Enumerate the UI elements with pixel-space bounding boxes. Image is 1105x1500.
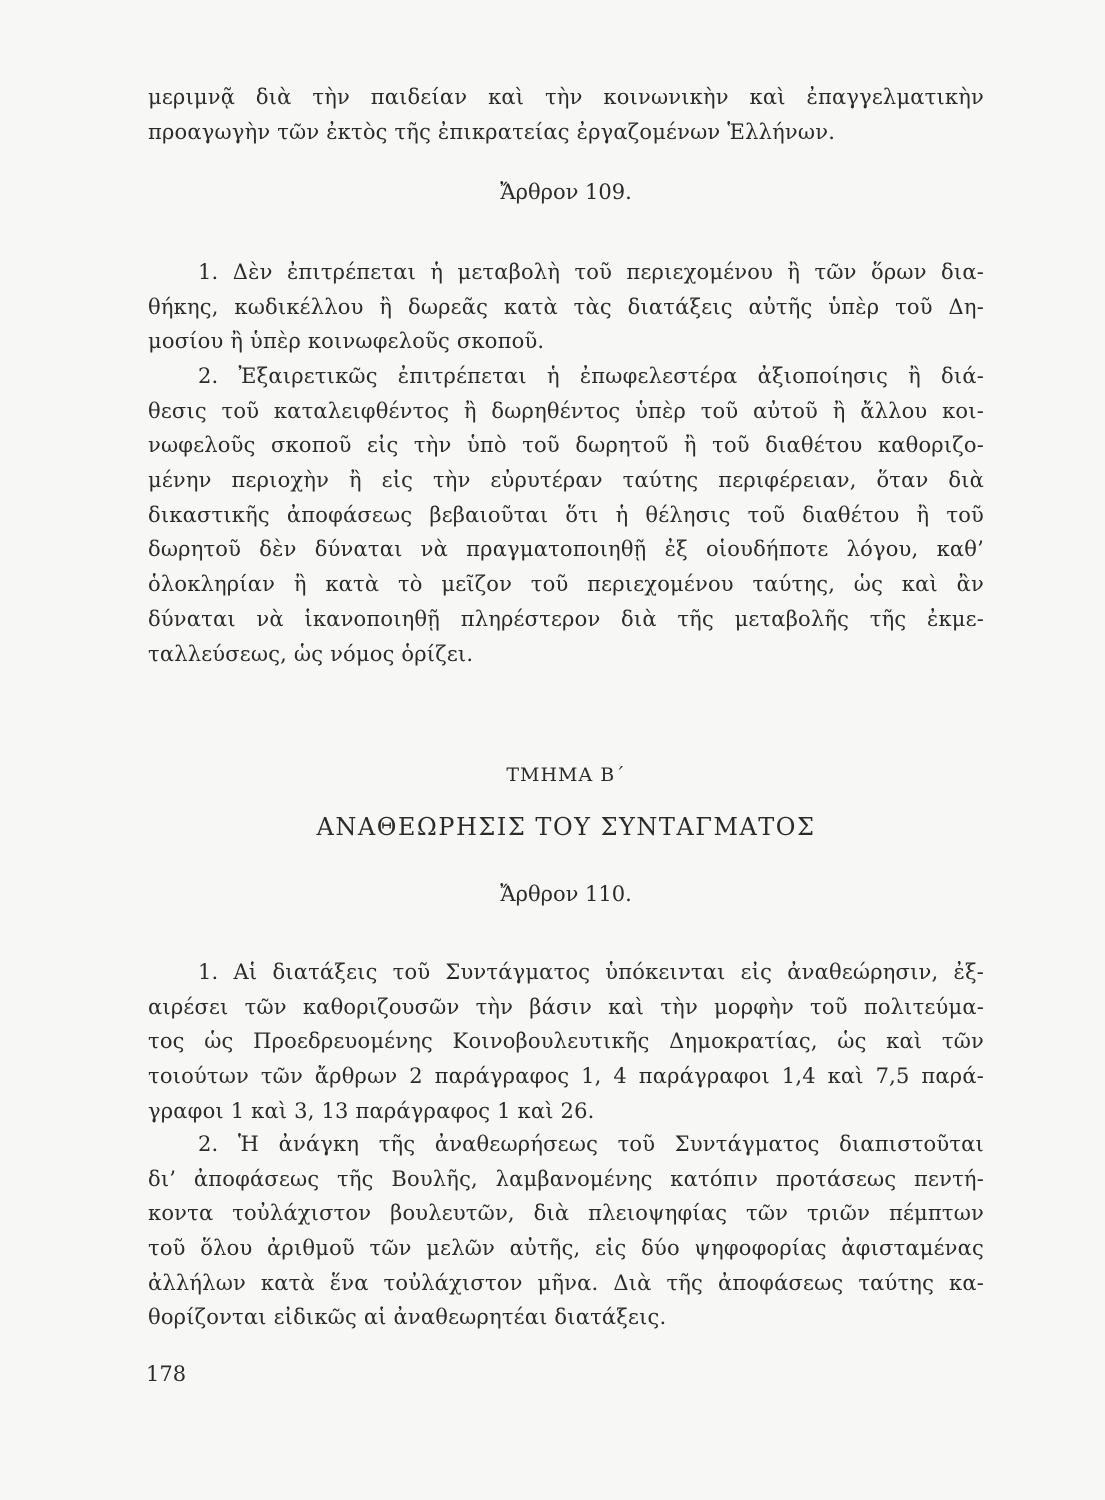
- text-line: τοῦ ὅλου ἀριθμοῦ τῶν μελῶν αὐτῆς, εἰς δύο ψηφοφορίας ἀφισταμένας: [148, 1236, 984, 1261]
- text-line: θεσις τοῦ καταλειφθέντος ἢ δωρηθέντος ὑπὲρ τοῦ αὐτοῦ ἢ ἄλλου κοι-: [148, 398, 984, 423]
- text-line: δύναται νὰ ἱκανοποιηθῇ πληρέστερον διὰ τῆς μεταβολῆς τῆς ἐκμε-: [148, 606, 984, 631]
- text-line: δι’ ἀποφάσεως τῆς Βουλῆς, λαμβανομένης κατόπιν προτάσεως πεντή-: [148, 1166, 984, 1191]
- text-line: θήκης, κωδικέλλου ἢ δωρεᾶς κατὰ τὰς διατάξεις αὐτῆς ὑπὲρ τοῦ Δη-: [148, 294, 984, 319]
- text-line: 1. Δὲν ἐπιτρέπεται ἡ μεταβολὴ τοῦ περιεχομένου ἢ τῶν ὅρων δια-: [198, 260, 984, 284]
- article-110-heading: Ἄρθρον 110.: [500, 882, 632, 906]
- article-109-heading: Ἄρθρον 109.: [500, 180, 632, 204]
- article-109-paragraph-2: [148, 359, 984, 671]
- text-line: 1. Αἱ διατάξεις τοῦ Συντάγματος ὑπόκεινται εἰς ἀναθεώρησιν, ἐξ-: [198, 960, 984, 984]
- section-label: ΤΜΗΜΑ Β΄: [506, 764, 626, 786]
- article-109-paragraph-1: [148, 255, 984, 359]
- text-line: μεριμνᾷ διὰ τὴν παιδείαν καὶ τὴν κοινωνικὴν καὶ ἐπαγγελματικὴν: [148, 85, 984, 109]
- text-line: νωφελοῦς σκοποῦ εἰς τὴν ὑπὸ τοῦ δωρητοῦ ἢ τοῦ διαθέτου καθοριζο-: [148, 433, 984, 458]
- article-110-paragraph-2: [148, 1127, 984, 1335]
- article-110-paragraph-1: [148, 955, 984, 1128]
- page-number: 178: [146, 1362, 187, 1386]
- section-title: ΑΝΑΘΕΩΡΗΣΙΣ ΤΟΥ ΣΥΝΤΑΓΜΑΤΟΣ: [316, 813, 816, 841]
- text-line: 2. Ἐξαιρετικῶς ἐπιτρέπεται ἡ ἐπωφελεστέρα ἀξιοποίησις ἢ διά-: [198, 364, 984, 388]
- text-line: μένην περιοχὴν ἢ εἰς τὴν εὐρυτέραν ταύτης περιφέρειαν, ὅταν διὰ: [148, 468, 984, 493]
- text-line: γραφοι 1 καὶ 3, 13 παράγραφος 1 καὶ 26.: [148, 1098, 595, 1123]
- text-line: ἀλλήλων κατὰ ἕνα τοὐλάχιστον μῆνα. Διὰ τῆς ἀποφάσεως ταύτης κα-: [148, 1270, 984, 1295]
- text-line: θορίζονται εἰδικῶς αἱ ἀναθεωρητέαι διατάξεις.: [148, 1305, 667, 1330]
- text-line: δωρητοῦ δὲν δύναται νὰ πραγματοποιηθῇ ἐξ οἱουδήποτε λόγου, καθ’: [148, 537, 984, 562]
- text-line: τος ὡς Προεδρευομένης Κοινοβουλευτικῆς Δημοκρατίας, ὡς καὶ τῶν: [148, 1029, 984, 1054]
- text-line: ὁλοκληρίαν ἢ κατὰ τὸ μεῖζον τοῦ περιεχομένου ταύτης, ὡς καὶ ἂν: [148, 572, 984, 597]
- continuation-paragraph: [148, 80, 984, 149]
- text-line: κοντα τοὐλάχιστον βουλευτῶν, διὰ πλειοψηφίας τῶν τριῶν πέμπτων: [148, 1201, 984, 1226]
- text-line: ταλλεύσεως, ὡς νόμος ὁρίζει.: [148, 641, 474, 666]
- text-line: μοσίου ἢ ὑπὲρ κοινωφελοῦς σκοποῦ.: [148, 329, 545, 354]
- text-line: αιρέσει τῶν καθοριζουσῶν τὴν βάσιν καὶ τὴν μορφὴν τοῦ πολιτεύμα-: [148, 994, 984, 1019]
- text-line: 2. Ἡ ἀνάγκη τῆς ἀναθεωρήσεως τοῦ Συντάγματος διαπιστοῦται: [198, 1132, 984, 1156]
- text-line: δικαστικῆς ἀποφάσεως βεβαιοῦται ὅτι ἡ θέλησις τοῦ διαθέτου ἢ τοῦ: [148, 502, 984, 527]
- text-line: προαγωγὴν τῶν ἐκτὸς τῆς ἐπικρατείας ἐργαζομένων Ἑλλήνων.: [148, 119, 836, 144]
- text-line: τοιούτων τῶν ἄρθρων 2 παράγραφος 1, 4 παράγραφοι 1,4 καὶ 7,5 παρά-: [148, 1064, 984, 1089]
